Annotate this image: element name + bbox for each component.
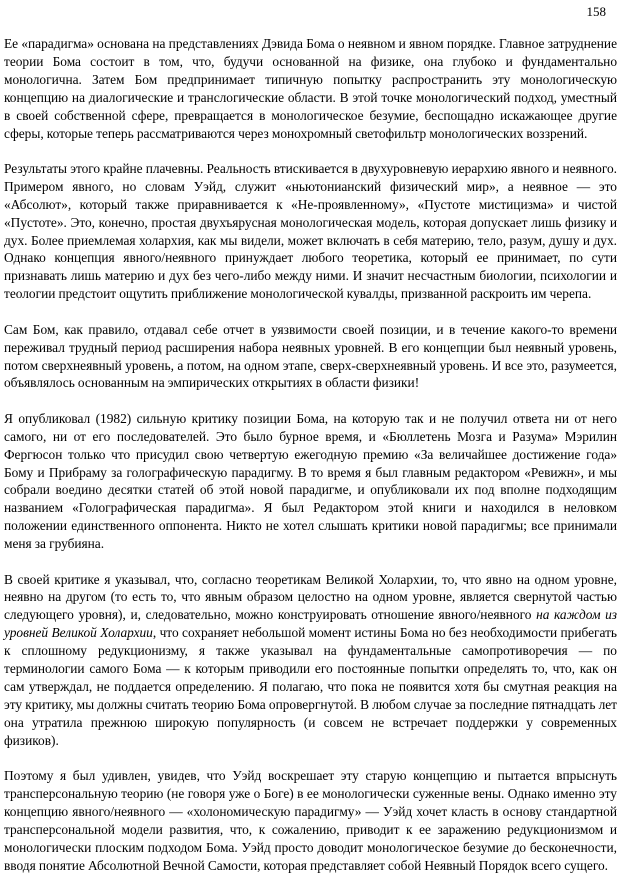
paragraph-3: Сам Бом, как правило, отдавал себе отчет в уязвимости своей позиции, и в течение какого-то времени переживал трудный период расширения набора неявных уровней. В его концепции был неявный уровень, потом сверхнеявный уровень, а потом, на одном этапе, сверх-сверхнеявный уровень. И все это, разумеется, объявлялось основанным на эмпирических открытиях в области физики! — [4, 321, 617, 391]
paragraph-2: Результаты этого крайне плачевны. Реальность втискивается в двухуровневую иерархию явного и неявного. Примером явного, но словам Уэйд, служит «ньютонианский физический мир», а неявное — это «Абсолют», который также приравнивается к «Не-проявленному», «Пустоте мистицизма» и чистой «Пустоте». Это, конечно, простая двухъярусная монологическая модель, которая допускает лишь физику и дух. Более приемлемая холархия, как мы видели, может включать в себя материю, тело, разум, душу и дух. Однако концепция явного/неявного принуждает любого теоретика, который ее принимает, по сути признавать лишь материю и дух без чего-либо между ними. И значит несчастным биологии, психологии и теологии предстоит ощутить приближение монологической кувалды, призванной раскроить им черепа. — [4, 160, 617, 302]
paragraph-5-text-start: В своей критике я указывал, что, согласно теоретикам Великой Холархии, то, что явно на одном уровне, неявно на другом (то есть то, что явным образом целостно на одном уровне, является свернутой частью следующего уровня), и, следовательно, можно конструировать отношение явного/неявного — [4, 571, 617, 623]
paragraph-1: Ее «парадигма» основана на представлениях Дэвида Бома о неявном и явном порядке. Главное затруднение теории Бома состоит в том, что, будучи основанной на физике, она глубоко и фундаментально монологична. Затем Бом предпринимает типичную попытку распространить эту монологическую концепцию на диалогические и транслогические области. В этой точке монологический подход, уместный в своей собственной сфере, превращается в монологическое безумие, беспощадно искажающее другие сферы, которые теперь рассматриваются через монохромный светофильтр монологических воззрений. — [4, 36, 617, 141]
paragraph-5-emphasis: на каждом из уровней Великой Холархии — [4, 607, 617, 641]
page-number: 158 — [586, 4, 606, 19]
paragraph-5-text-end: , что сохраняет небольшой момент истины Бома но без необходимости прибегать к сплошному редукционизму, я также указывал на фундаментальные самопротиворечия — по терминологии самого Бома — к которым приводили его постоянные попытки определять то, что, как он сам утверждал, не поддается определению. Я полагаю, что пока не появится хотя бы смутная реакция на эту критику, мы должны считать теорию Бома опровергнутой. В любом случае за последние пятнадцать лет она утратила прежнюю широкую популярность (и совсем не встречает поддержки у современных физиков). — [4, 625, 617, 748]
paragraph-6: Поэтому я был удивлен, увидев, что Уэйд воскрешает эту старую концепцию и пытается впрыснуть трансперсональную теорию (не говоря уже о Боге) в ее монологически суженные вены. Однако именно эту концепцию явного/неявного — «холономическую парадигму» — Уэйд хочет класть в основу стандартной трансперсональной модели развития, что, к сожалению, приводит к ее заражению редукционизмом и монологически плоским подходом Бома. Уэйд просто доводит монологическое безумие до бесконечности, вводя понятие Абсолютной Вечной Самости, которая представляет собой Неявный Порядок всего сущего. — [4, 768, 617, 873]
paragraph-5 — [4, 571, 617, 750]
body-text — [4, 35, 617, 892]
paragraph-4: Я опубликовал (1982) сильную критику позиции Бома, на которую так и не получил ответа ни от него самого, ни от его последователей. Это было бурное время, и «Бюллетень Мозга и Разума» Мэрилин Фергюсон только что присудил свою четвертую ежегодную премию «За величайшее достижение года» Бому и Прибраму за голографическую парадигму. В то время я был главным редактором «Ревижн», и мы собрали воедино десятки статей об этой новой парадигме, и опубликовали их под вполне подходящим названием «Голографическая парадигма». Я был Редактором этой книги и находился в неловком положении единственного оппонента. Никто не хотел слышать критики новой парадигмы; все принимали меня за грубияна. — [4, 410, 617, 552]
